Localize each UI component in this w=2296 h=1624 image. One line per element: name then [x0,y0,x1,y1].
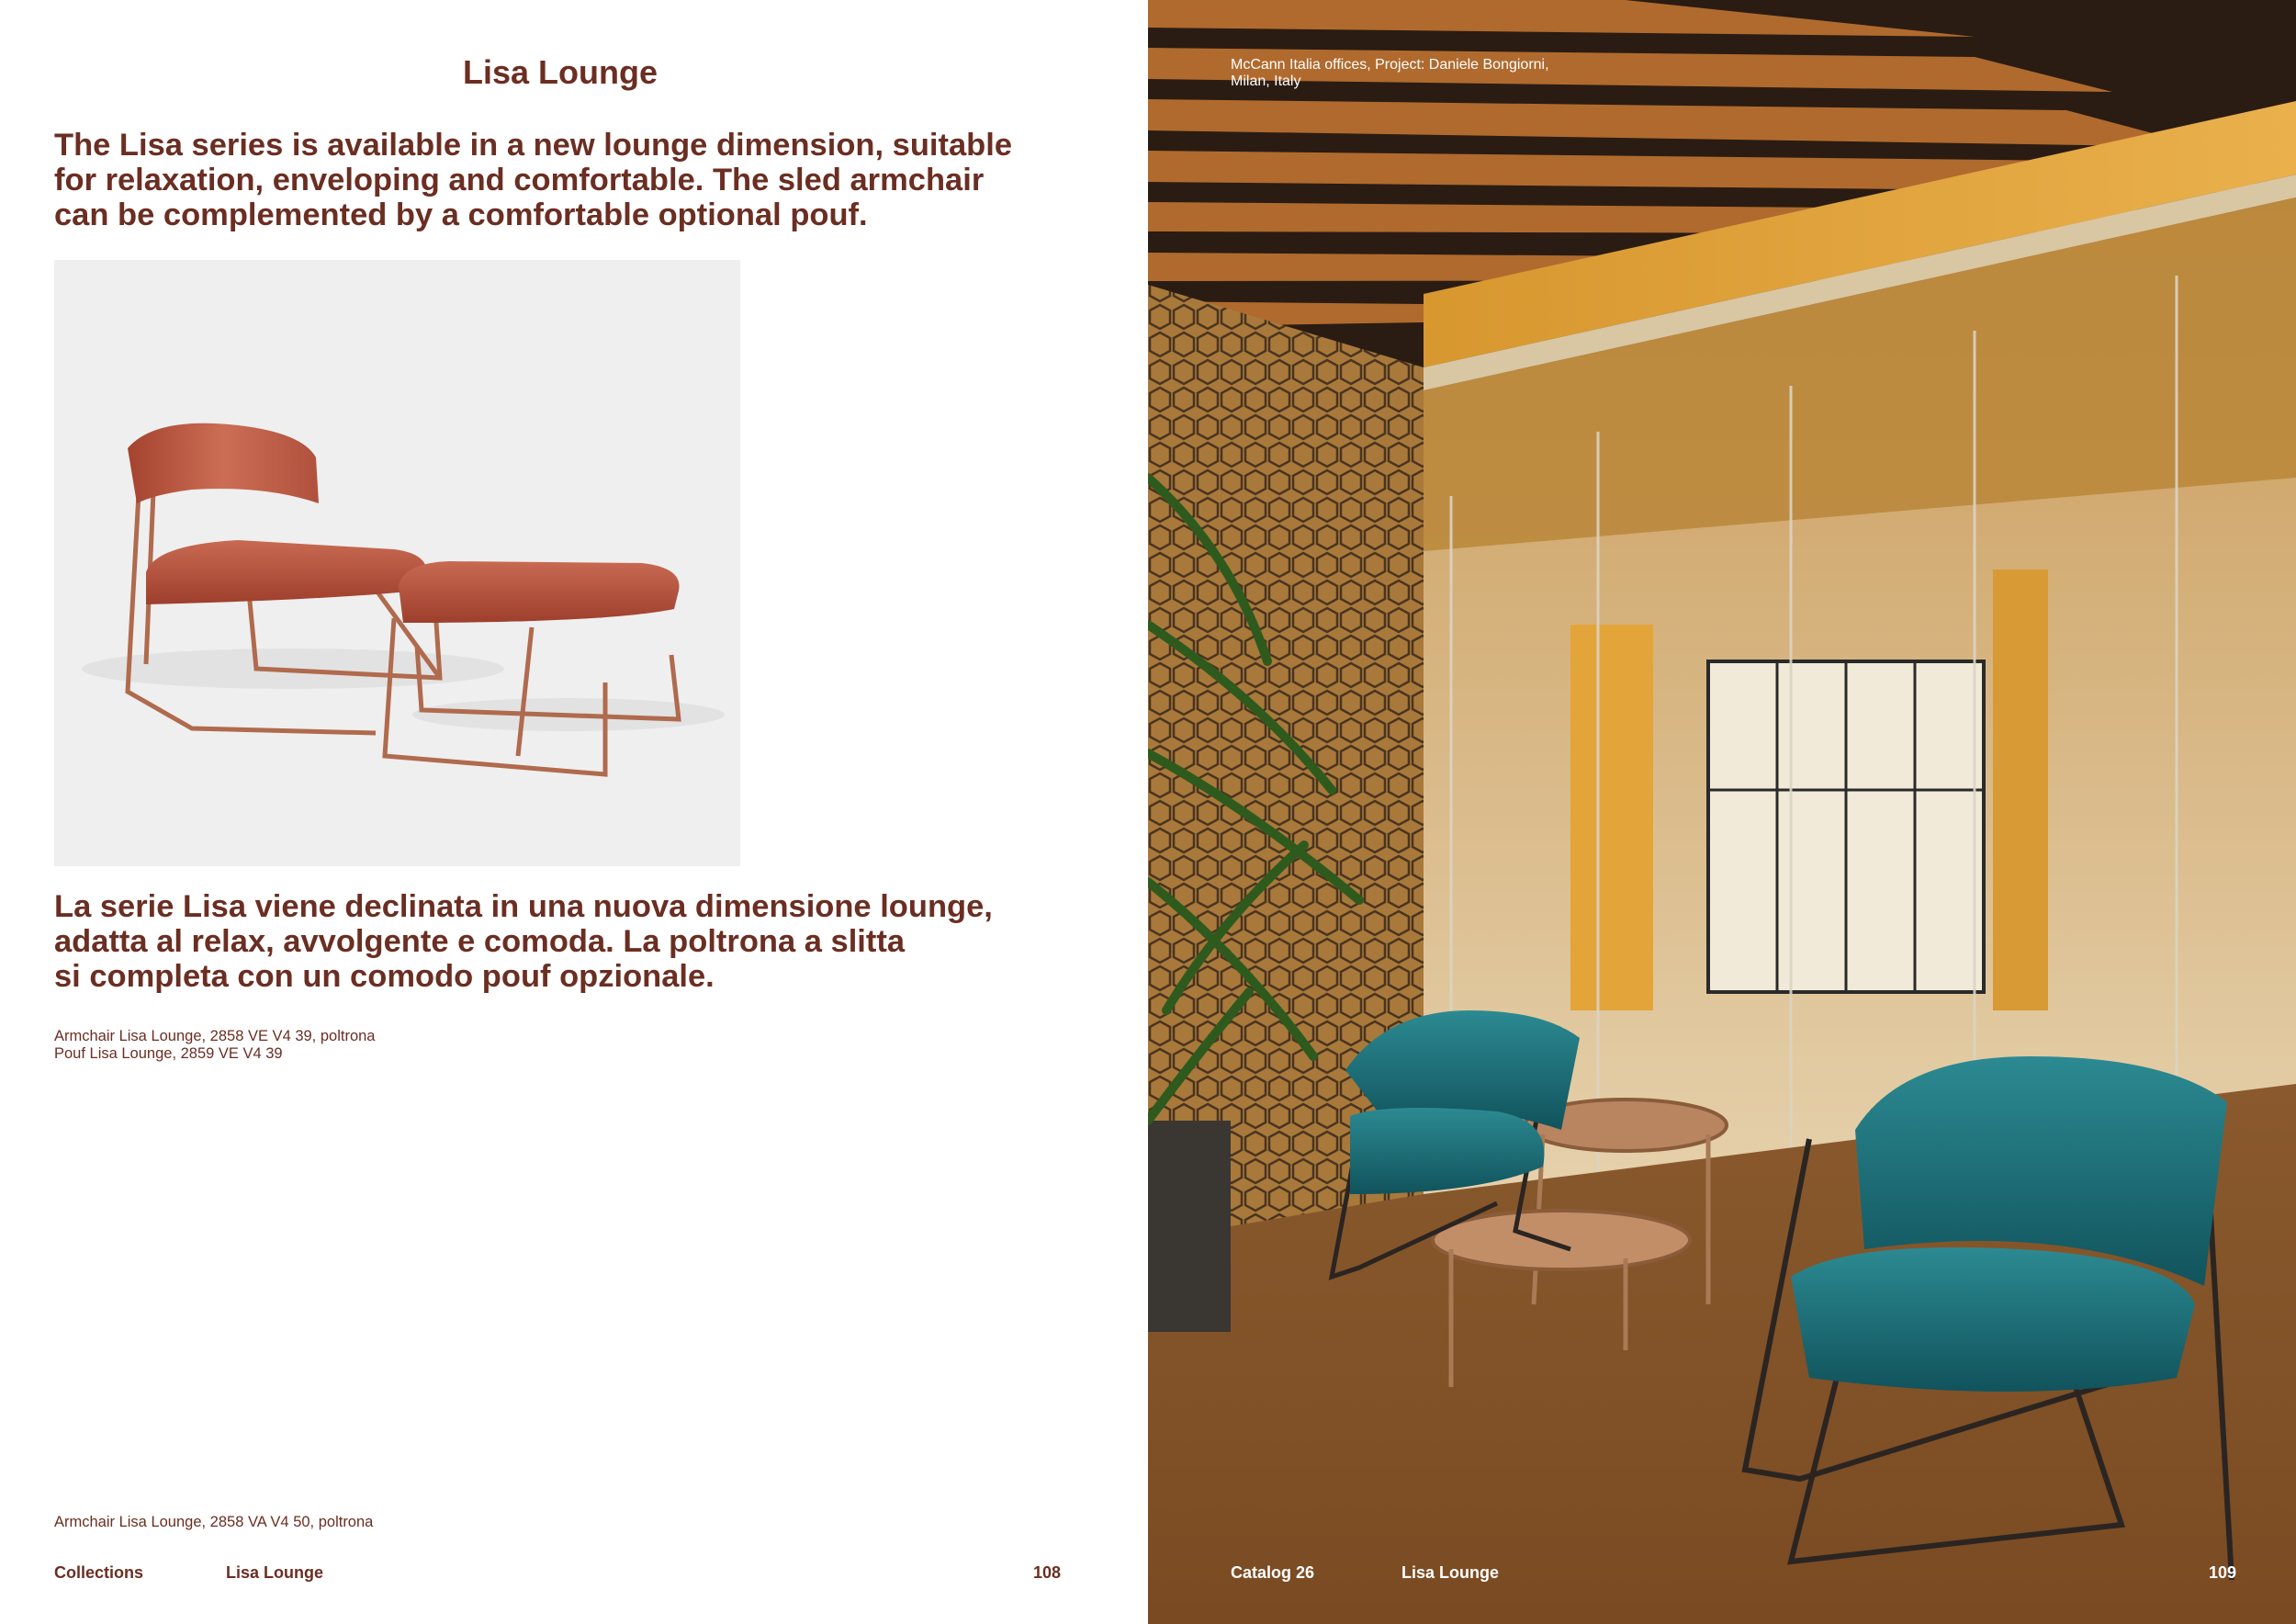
page-number: 109 [2209,1563,2237,1582]
photo-caption: Armchair Lisa Lounge, 2858 VA V4 50, poltrona [54,1514,374,1530]
lead-text-italian: La serie Lisa viene declinata in una nuova dimensione lounge, adatta al relax, avvolgente e comoda. La poltrona a slitta si completa con un comodo pouf opzionale. [54,889,993,994]
armchair-backrest [128,423,319,503]
footer-collection-name: Lisa Lounge [226,1563,324,1582]
footer-collection-name: Lisa Lounge [1401,1563,1500,1582]
footer-catalog: Catalog 26 [1231,1563,1315,1582]
pouf-frame [385,618,679,774]
ochre-pillar [1570,625,1653,1010]
right-page [1148,0,2296,1624]
product-photo [54,260,740,866]
product-caption: Armchair Lisa Lounge, 2858 VE V4 39, poltrona Pouf Lisa Lounge, 2859 VE V4 39 [54,1028,376,1062]
lead-text-english: The Lisa series is available in a new lounge dimension, suitable for relaxation, enveloping and comfortable. The sled armchair can be complemented by a comfortable optional pouf. [54,128,1013,232]
armchair-seat [146,540,427,604]
planter [1148,1121,1231,1332]
footer-section: Collections [54,1563,144,1582]
ochre-pillar [1993,570,2048,1010]
interior-photo [1148,0,2296,1624]
pouf-cushion [399,561,680,623]
page-title: Lisa Lounge [462,53,658,91]
armchair-and-pouf-illustration [54,260,740,866]
photo-credit: McCann Italia offices, Project: Daniele Bongiorni, Milan, Italy [1231,57,1549,89]
page-number: 108 [1033,1563,1062,1582]
